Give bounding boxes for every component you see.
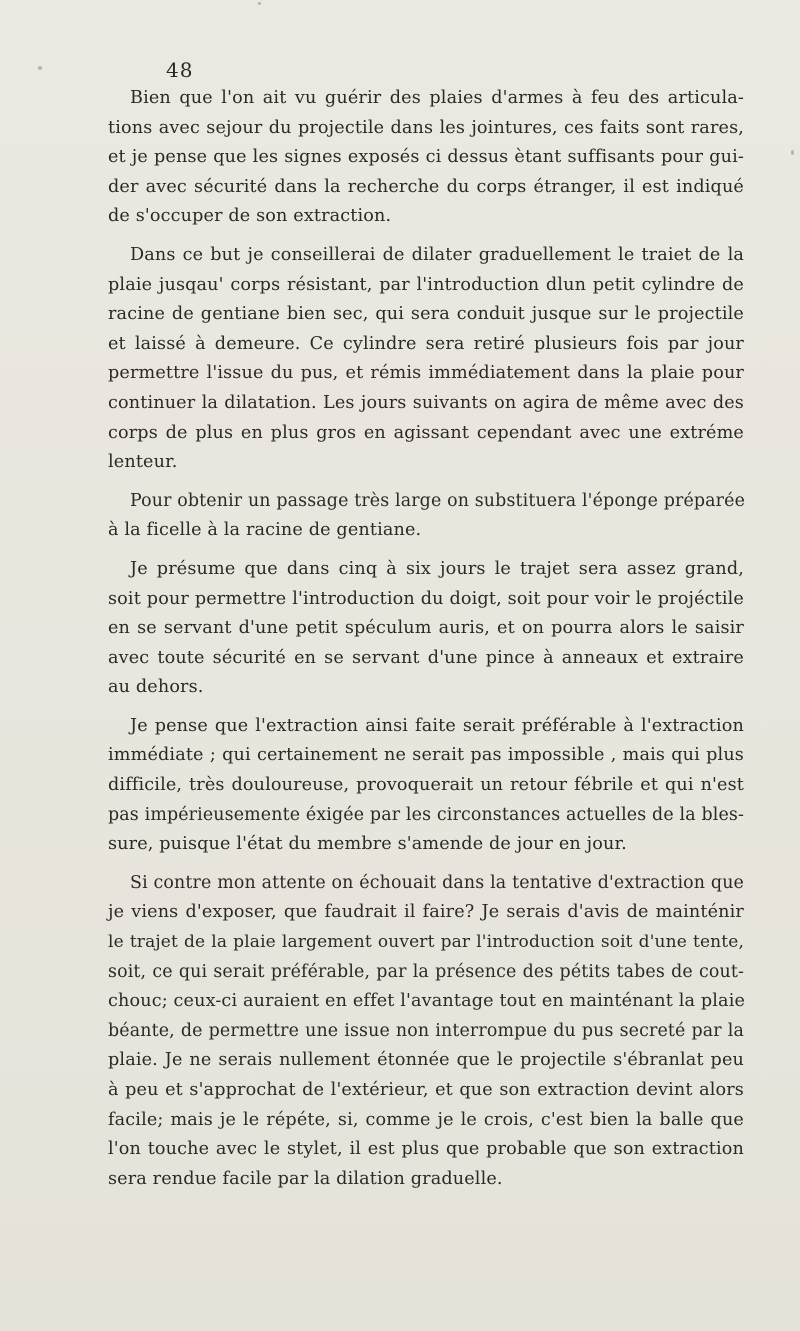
text-line: racine de gentiane bien sec, qui sera conduit jusque sur le projectile (108, 304, 744, 325)
page-number: 48 (166, 58, 194, 82)
text-line: sure, puisque l'état du membre s'amende de jour en jour. (108, 834, 627, 855)
text-line: et je pense que les signes exposés ci dessus ètant suffisants pour gui- (108, 147, 744, 168)
text-line: Dans ce but je conseillerai de dilater graduellement le traiet de la (130, 244, 744, 265)
text-line: permettre l'issue du pus, et rémis immédiatement dans la plaie pour (108, 363, 744, 384)
text-line: plaie. Je ne serais nullement étonnée que le projectile s'ébranlat peu (108, 1050, 744, 1071)
text-line: Pour obtenir un passage très large on substituera l'éponge préparée (130, 490, 746, 511)
text-line: à la ficelle à la racine de gentiane. (108, 520, 422, 541)
text-line: avec toute sécurité en se servant d'une pince à anneaux et extraire (108, 647, 744, 668)
text-line: difficile, très douloureuse, provoquerait un retour fébrile et qui n'est (108, 775, 744, 796)
text-line: der avec sécurité dans la recherche du corps étranger, il est indiqué (108, 176, 744, 197)
paragraph (108, 487, 744, 546)
text-line: de s'occuper de son extraction. (108, 206, 392, 227)
text-line: Si contre mon attente on échouait dans la tentative d'extraction que (130, 872, 744, 893)
text-line: à peu et s'approchat de l'extérieur, et que son extraction devint alors (108, 1080, 744, 1100)
text-line: Bien que l'on ait vu guérir des plaies d'armes à feu des articula- (130, 88, 744, 108)
scan-speck (791, 150, 794, 155)
scan-speck (38, 66, 42, 70)
text-line: le trajet de la plaie largement ouvert par l'introduction soit d'une tente, (108, 932, 744, 953)
text-line: et laissé à demeure. Ce cylindre sera retiré plusieurs fois par jour (108, 333, 744, 354)
paragraph (108, 84, 744, 232)
text-line: Je présume que dans cinq à six jours le trajet sera assez grand, (130, 558, 744, 579)
paragraph (108, 555, 744, 703)
text-line: l'on touche avec le stylet, il est plus que probable que son extraction (108, 1139, 744, 1160)
text-line: je viens d'exposer, que faudrait il faire? Je serais d'avis de mainténir (108, 902, 744, 923)
text-line: lenteur. (108, 452, 178, 473)
text-line: au dehors. (108, 677, 204, 698)
text-line: soit pour permettre l'introduction du doigt, soit pour voir le projéctile (108, 588, 744, 609)
text-line: tions avec sejour du projectile dans les jointures, ces faits sont rares, (108, 117, 744, 138)
text-line: béante, de permettre une issue non interrompue du pus secreté par la (108, 1020, 744, 1041)
text-line: Je pense que l'extraction ainsi faite serait préférable à l'extraction (130, 715, 744, 736)
text-line: sera rendue facile par la dilation graduelle. (108, 1168, 503, 1189)
body-text (108, 84, 744, 1194)
text-line: continuer la dilatation. Les jours suivants on agira de même avec des (108, 392, 744, 413)
paragraph (108, 241, 744, 478)
paragraph (108, 712, 744, 860)
text-line: immédiate ; qui certainement ne serait pas impossible , mais qui plus (108, 745, 744, 766)
text-line: chouc; ceux-ci auraient en effet l'avantage tout en mainténant la plaie (108, 991, 746, 1012)
text-line: plaie jusqau' corps résistant, par l'introduction dlun petit cylindre de (108, 274, 744, 295)
text-line: facile; mais je le répéte, si, comme je le crois, c'est bien la balle que (108, 1109, 744, 1130)
text-line: en se servant d'une petit spéculum auris, et on pourra alors le saisir (108, 618, 744, 639)
text-line: pas impérieusemente éxigée par les circonstances actuelles de la bles- (108, 804, 744, 825)
text-line: corps de plus en plus gros en agissant cependant avec une extréme (108, 422, 744, 443)
scan-speck (258, 2, 261, 5)
text-line: soit, ce qui serait préférable, par la présence des pétits tabes de cout- (108, 961, 744, 982)
paragraph (108, 869, 744, 1195)
